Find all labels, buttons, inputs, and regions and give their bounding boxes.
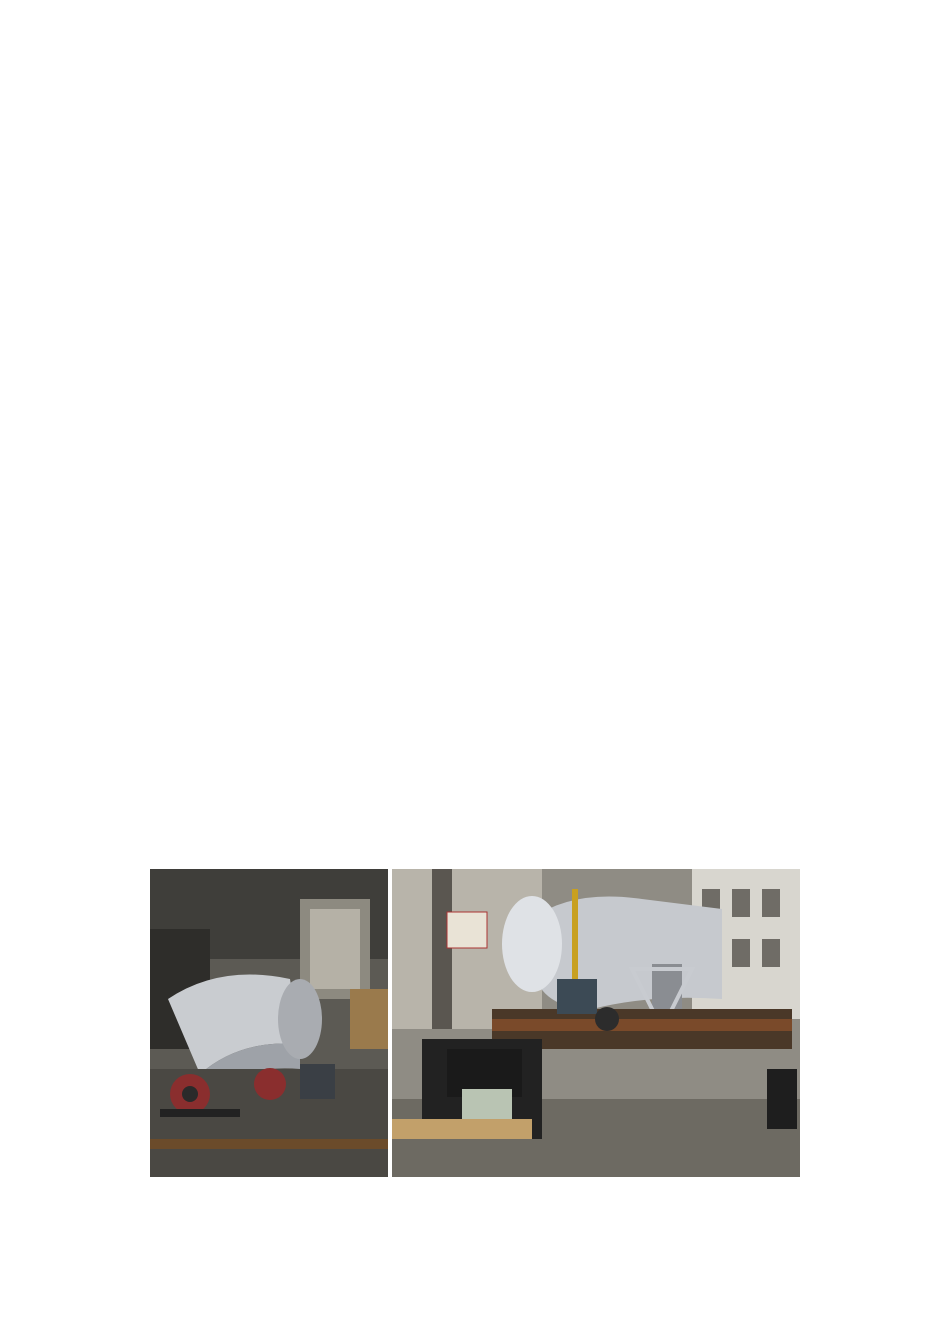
figure-seven-photos: [150, 869, 800, 1177]
paragraph-therefore: [86, 112, 864, 137]
paragraph-plan-heading: [86, 137, 864, 162]
photo-cutting-workshop-left: [150, 869, 388, 1177]
document-body: [86, 112, 864, 162]
photo-cutting-equipment-outdoor: [392, 869, 800, 1177]
